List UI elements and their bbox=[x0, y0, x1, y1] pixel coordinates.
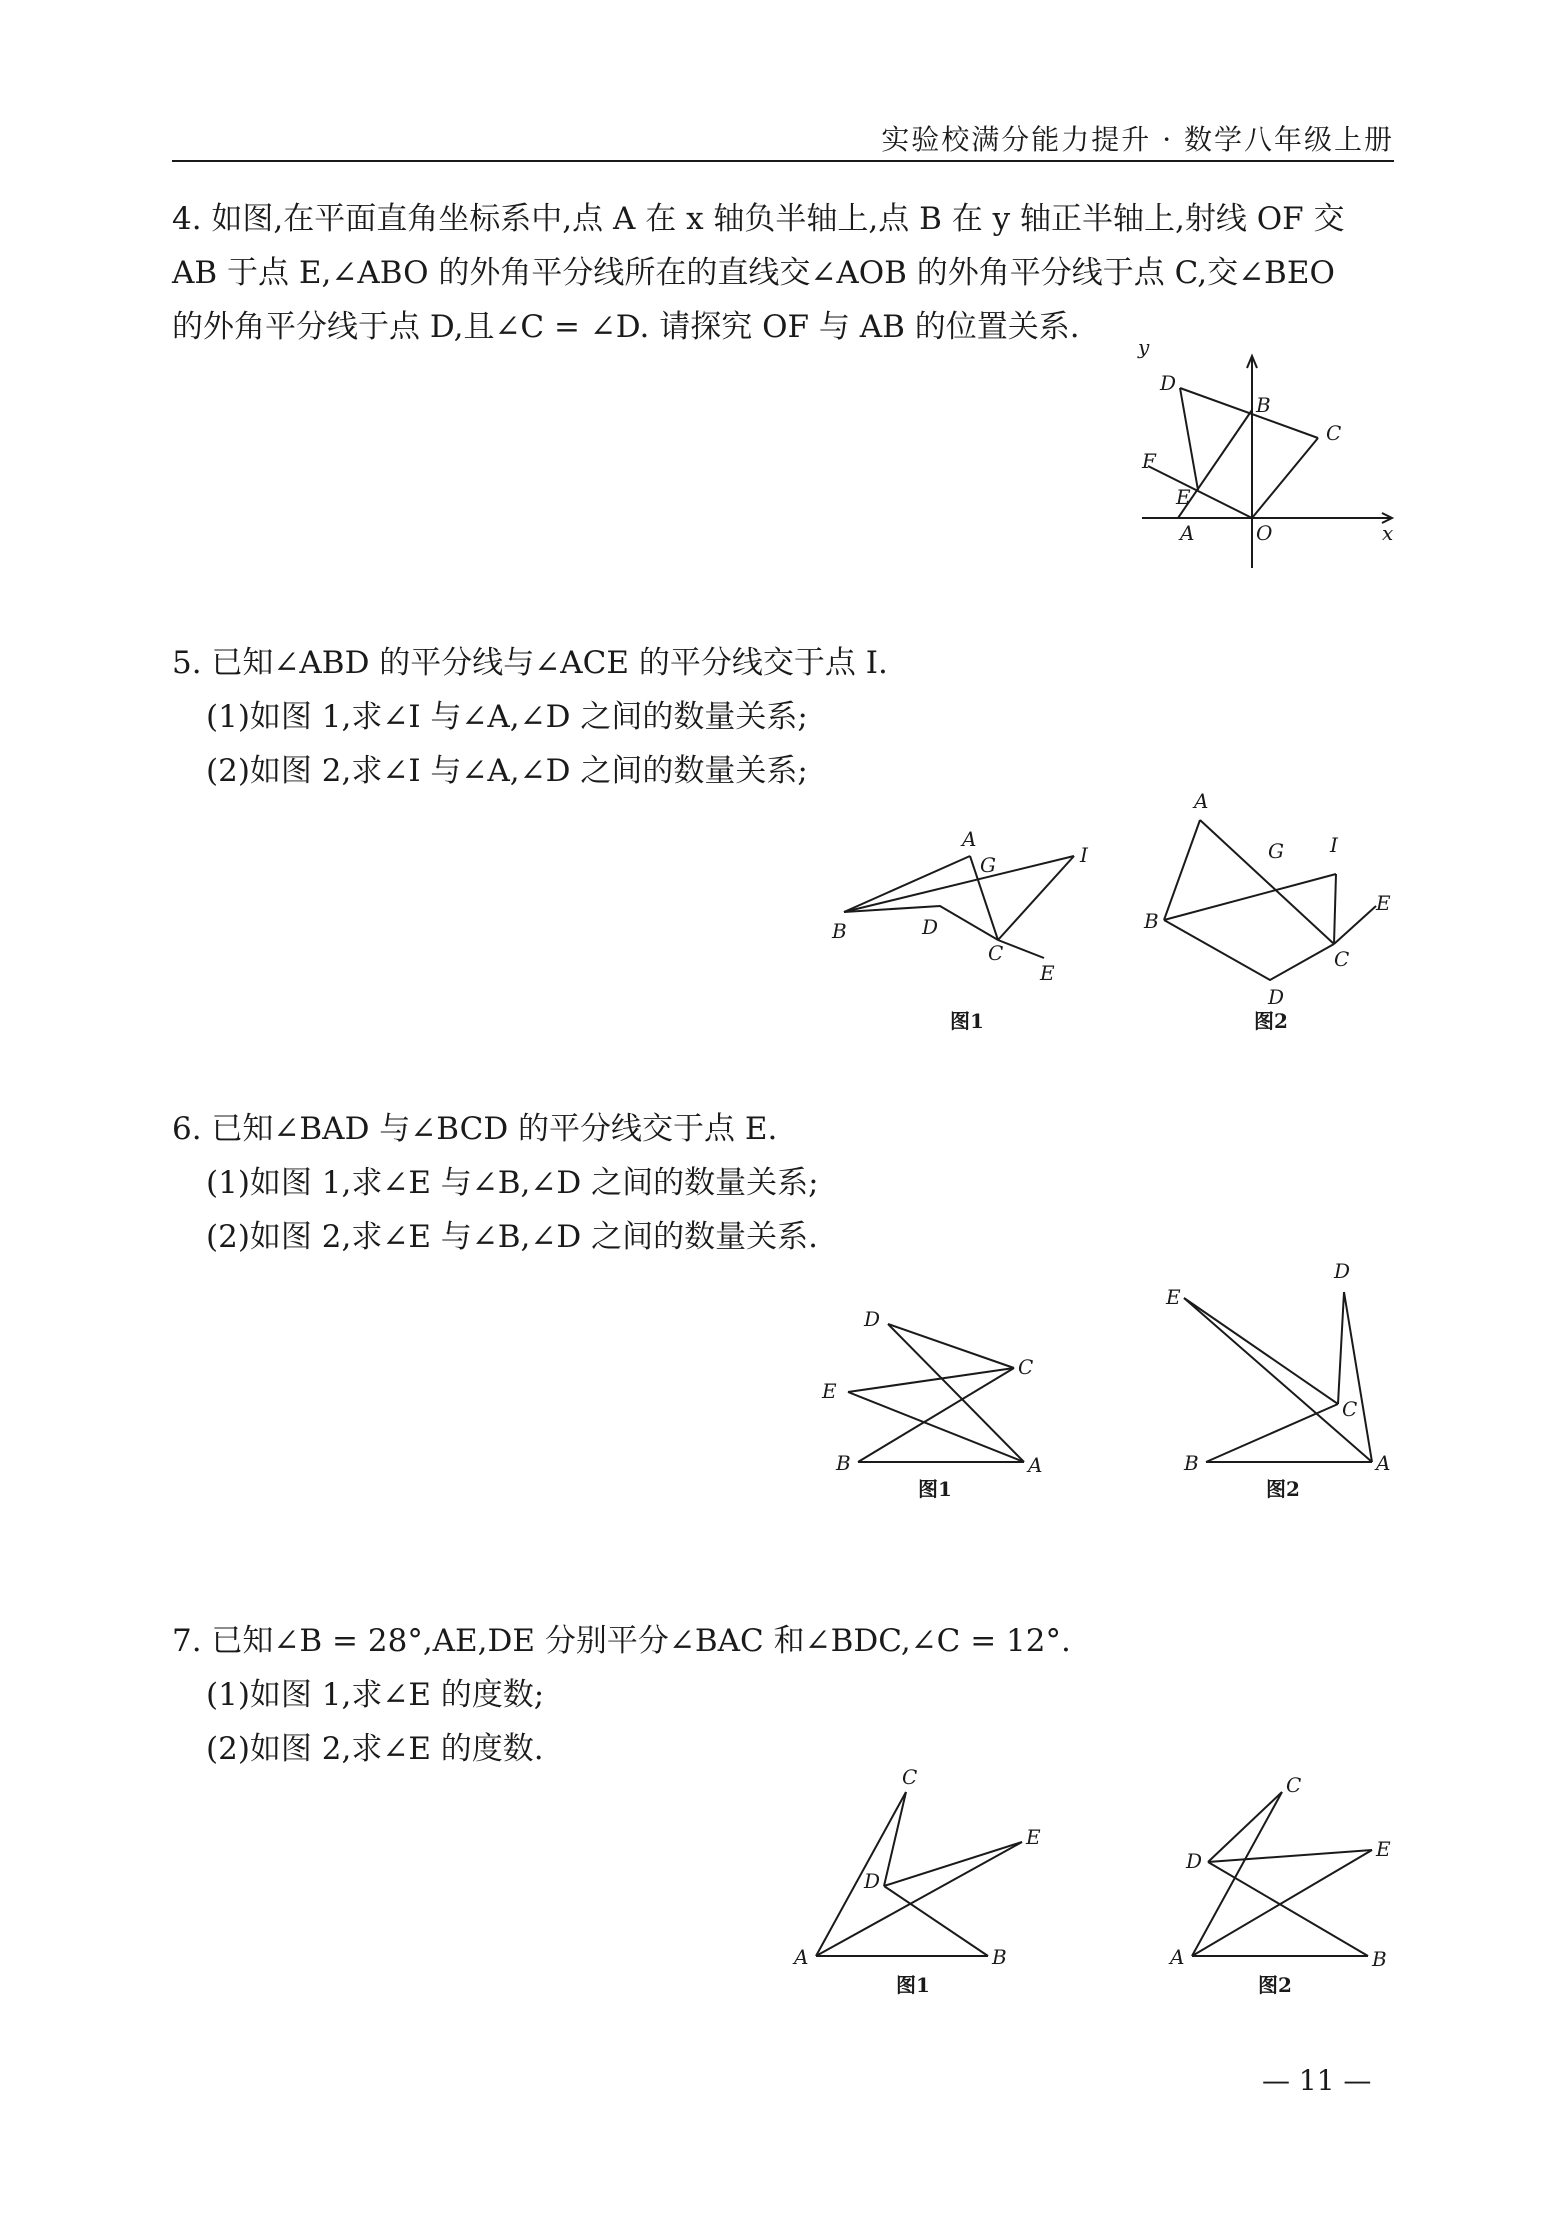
q4-label-A: A bbox=[1180, 521, 1195, 545]
q4-diagram bbox=[1130, 335, 1410, 580]
q7-1-label-A: A bbox=[794, 1945, 809, 1969]
q5-1-label-C: C bbox=[988, 941, 1004, 965]
segment-BI bbox=[1164, 874, 1336, 920]
question-4 bbox=[172, 192, 1402, 354]
q6-1-label-D: D bbox=[864, 1307, 881, 1331]
segment-CE bbox=[1334, 906, 1376, 944]
segment-CD bbox=[1208, 1792, 1282, 1862]
q7-2-label-C: C bbox=[1286, 1773, 1302, 1797]
q5-1-label-G: G bbox=[980, 853, 996, 877]
q4-label-F: F bbox=[1142, 449, 1156, 473]
figure-q6-2 bbox=[1166, 1258, 1426, 1522]
ray-OF bbox=[1148, 466, 1252, 518]
segment-EC bbox=[1184, 1298, 1338, 1404]
q7-2-diagram bbox=[1164, 1770, 1444, 2010]
segment-EC bbox=[848, 1368, 1014, 1392]
segment-DC bbox=[1338, 1292, 1344, 1404]
segment-DB bbox=[884, 1886, 988, 1956]
segment-OC bbox=[1252, 438, 1318, 518]
segment-DC bbox=[1180, 388, 1318, 438]
q5-2-label-E: E bbox=[1376, 891, 1391, 915]
segment-AE bbox=[1192, 1850, 1372, 1956]
question-6-line-3: (2)如图 2,求∠E 与∠B,∠D 之间的数量关系. bbox=[206, 1219, 818, 1255]
figure-q7-1 bbox=[790, 1765, 1070, 2014]
question-4-line-2: AB 于点 E,∠ABO 的外角平分线所在的直线交∠AOB 的外角平分线于点 C,交∠BEO bbox=[172, 255, 1335, 291]
q6-2-label-C: C bbox=[1342, 1397, 1358, 1421]
q4-label-B: B bbox=[1256, 393, 1271, 417]
q4-label-y: y bbox=[1138, 335, 1150, 359]
q5-2-diagram bbox=[1140, 790, 1420, 1050]
figure-q6-1 bbox=[818, 1300, 1078, 1524]
q7-1-caption: 图1 bbox=[896, 1973, 930, 1997]
q7-2-label-E: E bbox=[1376, 1837, 1391, 1861]
segment-EA bbox=[1184, 1298, 1372, 1462]
q7-1-label-E: E bbox=[1026, 1825, 1041, 1849]
header-rule bbox=[172, 160, 1394, 162]
segment-AC bbox=[1200, 820, 1334, 944]
question-5-line-3: (2)如图 2,求∠I 与∠A,∠D 之间的数量关系; bbox=[206, 753, 808, 789]
q4-label-C: C bbox=[1326, 421, 1342, 445]
q5-1-label-D: D bbox=[922, 915, 939, 939]
q6-2-caption: 图2 bbox=[1266, 1477, 1300, 1501]
q6-2-diagram bbox=[1166, 1258, 1426, 1518]
question-7-line-2: (1)如图 1,求∠E 的度数; bbox=[206, 1677, 545, 1713]
q4-label-x: x bbox=[1382, 521, 1394, 545]
question-7-line-3: (2)如图 2,求∠E 的度数. bbox=[206, 1731, 544, 1767]
q7-1-label-D: D bbox=[864, 1869, 881, 1893]
q5-2-label-A: A bbox=[1194, 789, 1209, 813]
q7-2-label-A: A bbox=[1170, 1945, 1185, 1969]
segment-DA bbox=[1344, 1292, 1372, 1462]
q4-label-O: O bbox=[1256, 521, 1273, 545]
figure-q4 bbox=[1130, 335, 1410, 584]
q7-2-label-D: D bbox=[1186, 1849, 1203, 1873]
q6-1-label-A: A bbox=[1028, 1453, 1043, 1477]
q5-2-label-I: I bbox=[1330, 833, 1338, 857]
figure-q7-2 bbox=[1164, 1770, 1444, 2014]
q6-1-diagram bbox=[818, 1300, 1078, 1520]
page-number: — 11 — bbox=[1262, 2064, 1372, 2097]
question-4-line-3: 的外角平分线于点 D,且∠C = ∠D. 请探究 OF 与 AB 的位置关系. bbox=[172, 309, 1080, 345]
q5-2-label-G: G bbox=[1268, 839, 1284, 863]
question-7 bbox=[172, 1614, 1402, 1776]
question-6-line-2: (1)如图 1,求∠E 与∠B,∠D 之间的数量关系; bbox=[206, 1165, 819, 1201]
segment-BI bbox=[844, 856, 1074, 912]
q6-1-label-C: C bbox=[1018, 1355, 1034, 1379]
q6-2-label-E: E bbox=[1166, 1285, 1181, 1309]
q6-2-label-B: B bbox=[1184, 1451, 1199, 1475]
q7-2-label-B: B bbox=[1372, 1947, 1387, 1971]
q4-label-E: E bbox=[1176, 485, 1191, 509]
segment-IC bbox=[1334, 874, 1336, 944]
segment-DC bbox=[888, 1324, 1014, 1368]
path-BDCE bbox=[844, 906, 1044, 958]
question-5 bbox=[172, 636, 1402, 798]
q5-1-label-I: I bbox=[1080, 843, 1088, 867]
segment-CD bbox=[884, 1792, 906, 1886]
running-header: 实验校满分能力提升 · 数学八年级上册 bbox=[881, 123, 1394, 156]
q5-1-label-A: A bbox=[962, 827, 977, 851]
q6-1-caption: 图1 bbox=[918, 1477, 952, 1501]
segment-BA bbox=[844, 856, 970, 912]
q7-1-label-C: C bbox=[902, 1765, 918, 1789]
q7-2-caption: 图2 bbox=[1258, 1973, 1292, 1997]
q5-1-label-B: B bbox=[832, 919, 847, 943]
question-4-line-1: 4. 如图,在平面直角坐标系中,点 A 在 x 轴负半轴上,点 B 在 y 轴正半轴上,射线 OF 交 bbox=[172, 201, 1345, 237]
q4-label-D: D bbox=[1160, 371, 1177, 395]
question-7-line-1: 7. 已知∠B = 28°,AE,DE 分别平分∠BAC 和∠BDC,∠C = 12°. bbox=[172, 1623, 1071, 1659]
q5-2-label-C: C bbox=[1334, 947, 1350, 971]
question-6 bbox=[172, 1102, 1402, 1264]
figure-q5-1 bbox=[820, 820, 1100, 1064]
q6-1-label-B: B bbox=[836, 1451, 851, 1475]
segment-IC bbox=[998, 856, 1074, 940]
segment-DE bbox=[1208, 1850, 1372, 1862]
q5-2-label-D: D bbox=[1268, 985, 1285, 1009]
segment-AB bbox=[1164, 820, 1200, 920]
segment-DA bbox=[888, 1324, 1024, 1462]
question-6-line-1: 6. 已知∠BAD 与∠BCD 的平分线交于点 E. bbox=[172, 1111, 778, 1147]
q6-1-label-E: E bbox=[822, 1379, 837, 1403]
q5-2-caption: 图2 bbox=[1254, 1009, 1288, 1033]
q7-1-diagram bbox=[790, 1765, 1070, 2010]
q5-1-caption: 图1 bbox=[950, 1009, 984, 1033]
segment-DE bbox=[1180, 388, 1198, 490]
question-5-line-2: (1)如图 1,求∠I 与∠A,∠D 之间的数量关系; bbox=[206, 699, 808, 735]
segment-BC bbox=[1206, 1404, 1338, 1462]
q6-2-label-A: A bbox=[1376, 1451, 1391, 1475]
segment-DB bbox=[1208, 1862, 1368, 1956]
path-BDC bbox=[1164, 920, 1334, 980]
figure-q5-2 bbox=[1140, 790, 1420, 1054]
q7-1-label-B: B bbox=[992, 1945, 1007, 1969]
question-5-line-1: 5. 已知∠ABD 的平分线与∠ACE 的平分线交于点 I. bbox=[172, 645, 888, 681]
q6-2-label-D: D bbox=[1334, 1259, 1351, 1283]
q5-2-label-B: B bbox=[1144, 909, 1159, 933]
q5-1-diagram bbox=[820, 820, 1100, 1060]
segment-AC bbox=[1192, 1792, 1282, 1956]
q5-1-label-E: E bbox=[1040, 961, 1055, 985]
